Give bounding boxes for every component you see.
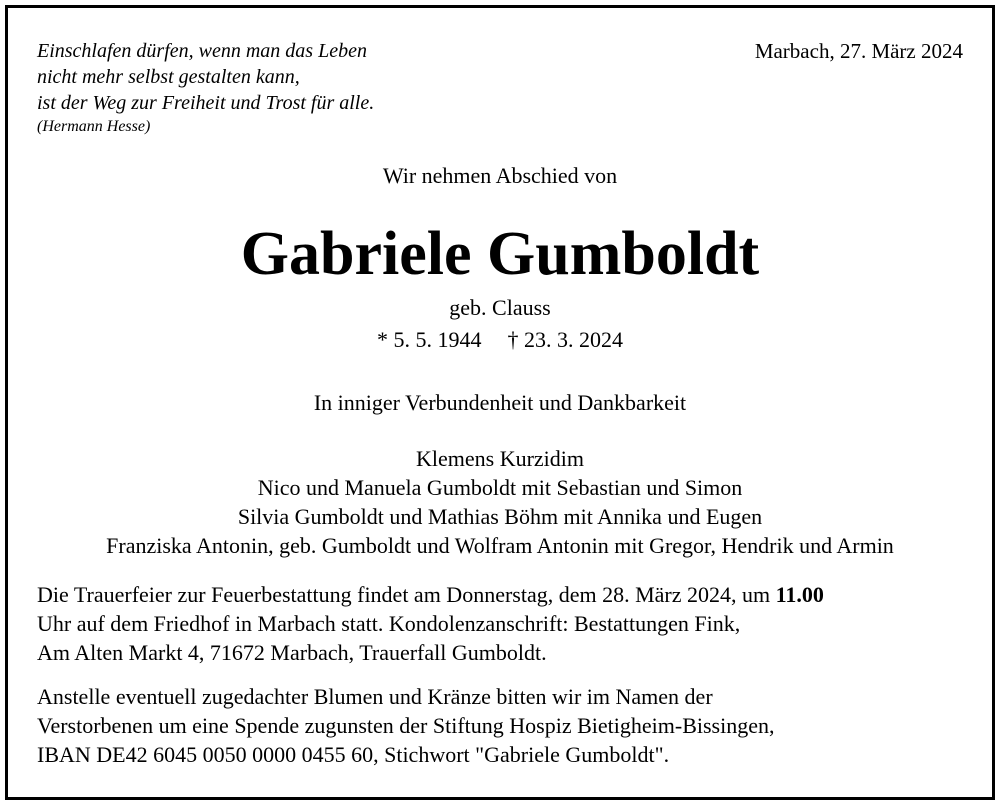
- mourner-line: Klemens Kurzidim: [415, 446, 585, 471]
- funeral-text: Die Trauerfeier zur Feuerbestattung findet am Donnerstag, dem 28. März 2024, um: [37, 582, 776, 607]
- poem-author: (Hermann Hesse): [37, 118, 151, 135]
- poem-line: nicht mehr selbst gestalten kann,: [37, 66, 300, 88]
- mourner-line: Silvia Gumboldt und Mathias Böhm mit Annika und Eugen: [237, 504, 763, 529]
- funeral-line: [37, 580, 967, 609]
- birth-name: geb. Clauss: [449, 295, 551, 320]
- mourner-line: Franziska Antonin, geb. Gumboldt und Wolfram Antonin mit Gregor, Hendrik und Armin: [106, 533, 894, 558]
- intro-text: Wir nehmen Abschied von: [382, 163, 618, 188]
- place-date: Marbach, 27. März 2024: [754, 39, 963, 63]
- life-dates: [0, 326, 1000, 354]
- poem-line: ist der Weg zur Freiheit und Trost für alle.: [37, 92, 375, 114]
- deceased-name: Gabriele Gumboldt: [240, 220, 760, 288]
- birth-date: * 5. 5. 1944: [377, 327, 482, 352]
- poem-line: Einschlafen dürfen, wenn man das Leben: [37, 40, 367, 62]
- donation-info: [37, 682, 967, 769]
- donation-line: Anstelle eventuell zugedachter Blumen und Kränze bitten wir im Namen der: [37, 684, 713, 709]
- funeral-line: Am Alten Markt 4, 71672 Marbach, Trauerfall Gumboldt.: [37, 640, 547, 665]
- mourner-line: Nico und Manuela Gumboldt mit Sebastian und Simon: [257, 475, 743, 500]
- funeral-line: Uhr auf dem Friedhof in Marbach statt. Kondolenzanschrift: Bestattungen Fink,: [37, 611, 741, 636]
- poem-quote: [37, 38, 374, 138]
- funeral-info: [37, 580, 967, 667]
- donation-line: Verstorbenen um eine Spende zugunsten der Stiftung Hospiz Bietigheim-Bissingen,: [37, 713, 775, 738]
- gratitude-line: In inniger Verbundenheit und Dankbarkeit: [313, 390, 687, 415]
- mourners-list: [0, 444, 1000, 560]
- donation-line: IBAN DE42 6045 0050 0000 0455 60, Stichwort "Gabriele Gumboldt".: [37, 742, 670, 767]
- funeral-time: 11.00: [775, 582, 824, 607]
- death-date: † 23. 3. 2024: [507, 327, 623, 352]
